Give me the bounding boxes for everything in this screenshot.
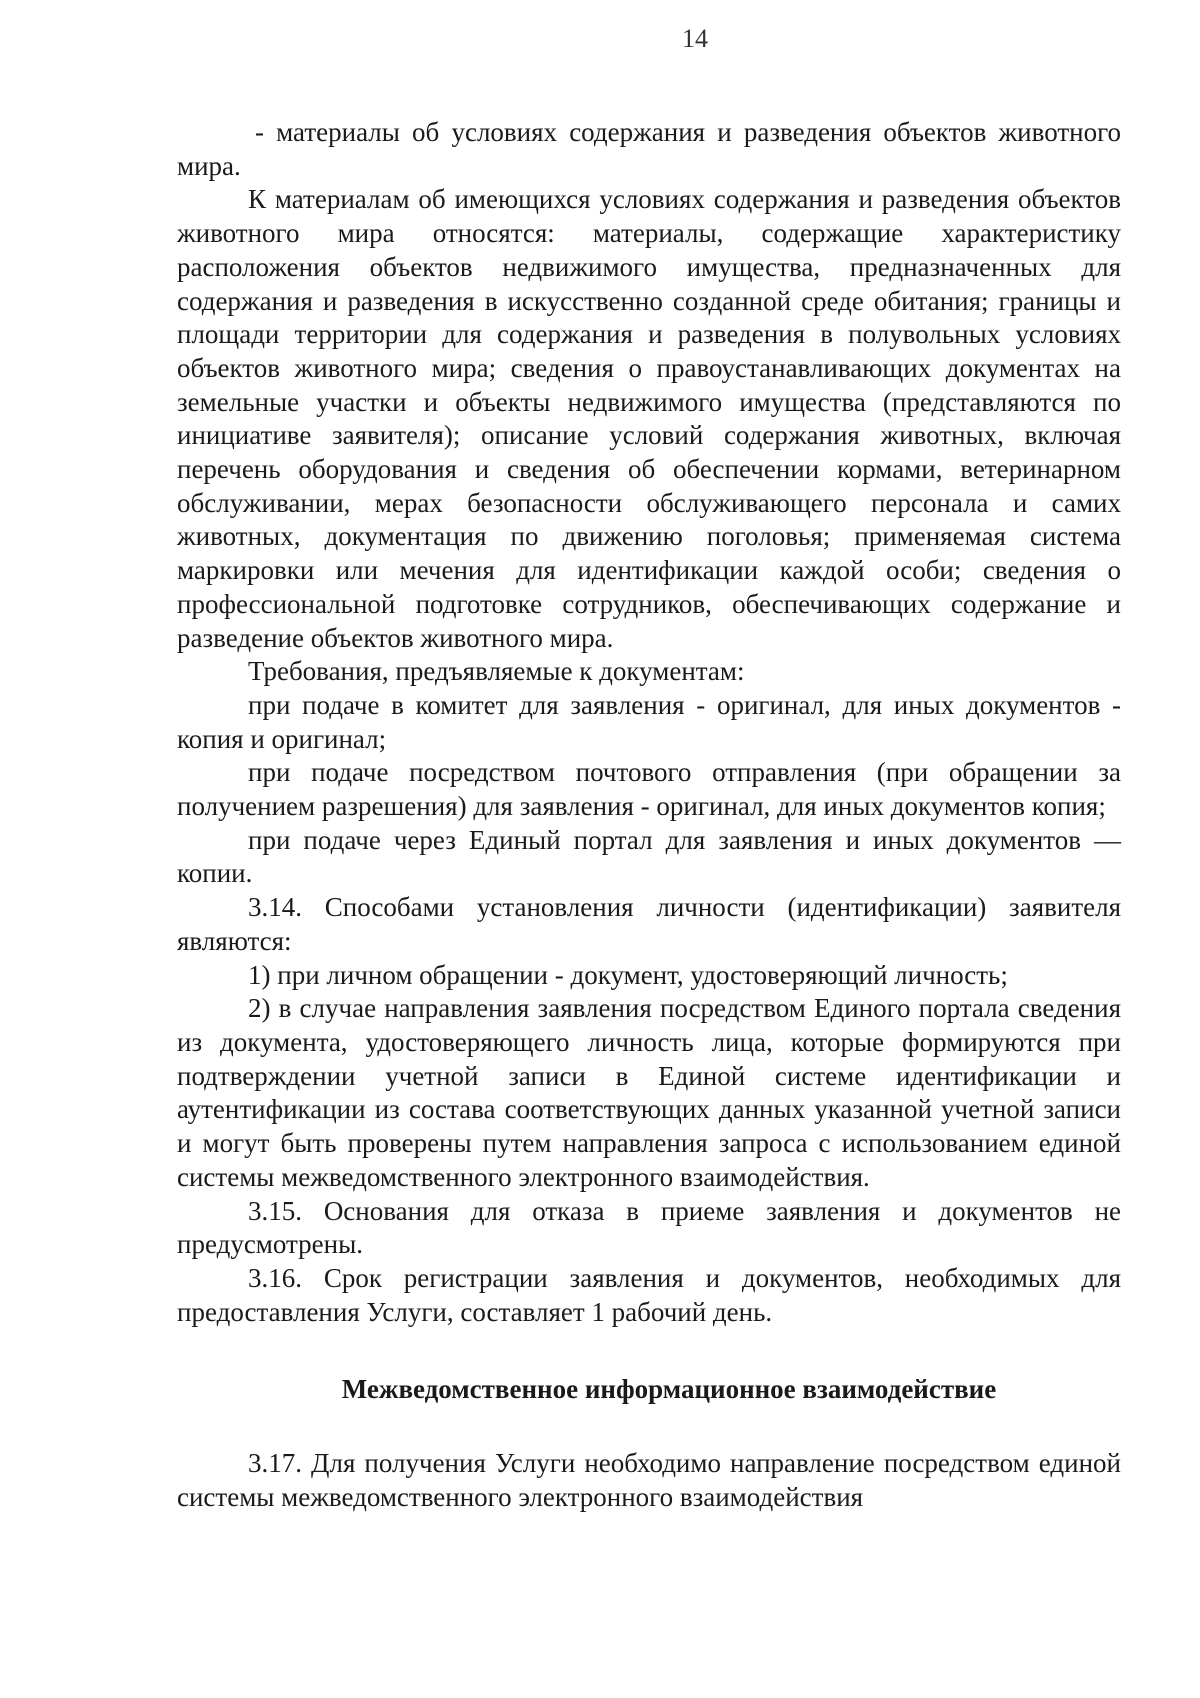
paragraph-3-15: 3.15. Основания для отказа в приеме заявления и документов не предусмотрены. (177, 1195, 1121, 1260)
document-body (177, 116, 1121, 1514)
paragraph-3-16: 3.16. Срок регистрации заявления и документов, необходимых для предоставления Услуги, составляет 1 рабочий день. (177, 1262, 1121, 1327)
paragraph-3-14: 3.14. Способами установления личности (идентификации) заявителя являются: (177, 892, 1121, 956)
paragraph-3-17: 3.17. Для получения Услуги необходимо направление посредством единой системы межведомственного электронного взаимодействия (177, 1448, 1121, 1512)
paragraph-materials-definition: К материалам об имеющихся условиях содержания и разведения объектов животного мира относятся: материалы, содержащие характеристику расположения объектов недвижимого имущества, предназначенных для содержания и разведения в искусственно созданной среде обитания; границы и площади территории для содержания и разведения в полувольных условиях объектов животного мира; сведения о правоустанавливающих документах на земельные участки и объекты недвижимого имущества (представляются по инициативе заявителя); описание условий содержания животных, включая перечень оборудования и сведения об обеспечении кормами, ветеринарном обслуживании, мерах безопасности обслуживающего персонала и самих животных, документация по движению поголовья; применяемая система маркировки или мечения для идентификации каждой особи; сведения о профессиональной подготовке сотрудников, обеспечивающих содержание и разведение объектов животного мира. (177, 184, 1121, 653)
paragraph-submission-committee: при подаче в комитет для заявления - оригинал, для иных документов - копия и оригинал; (177, 689, 1121, 754)
paragraph-identification-personal: 1) при личном обращении - документ, удостоверяющий личность; (248, 959, 1008, 990)
paragraph-materials-conditions: - материалы об условиях содержания и разведения объектов животного мира. (177, 117, 1121, 181)
paragraph-submission-mail: при подаче посредством почтового отправления (при обращении за получением разрешения) для заявления - оригинал, для иных документов копия; (177, 757, 1121, 822)
paragraph-identification-portal: 2) в случае направления заявления посредством Единого портала сведения из документа, удостоверяющего личность лица, которые формируются при подтверждении учетной записи в Единой системе идентификации и аутентификации из состава соответствующих данных указанной учетной записи и могут быть проверены путем направления запроса с использованием единой системы межведомственного электронного взаимодействия. (177, 993, 1121, 1192)
paragraph-document-requirements: Требования, предъявляемые к документам: (248, 656, 745, 687)
paragraph-submission-portal: при подаче через Единый портал для заявления и иных документов — копии. (177, 824, 1121, 889)
page-number: 14 (682, 24, 708, 53)
section-heading: Межведомственное информационное взаимодействие (341, 1374, 997, 1405)
